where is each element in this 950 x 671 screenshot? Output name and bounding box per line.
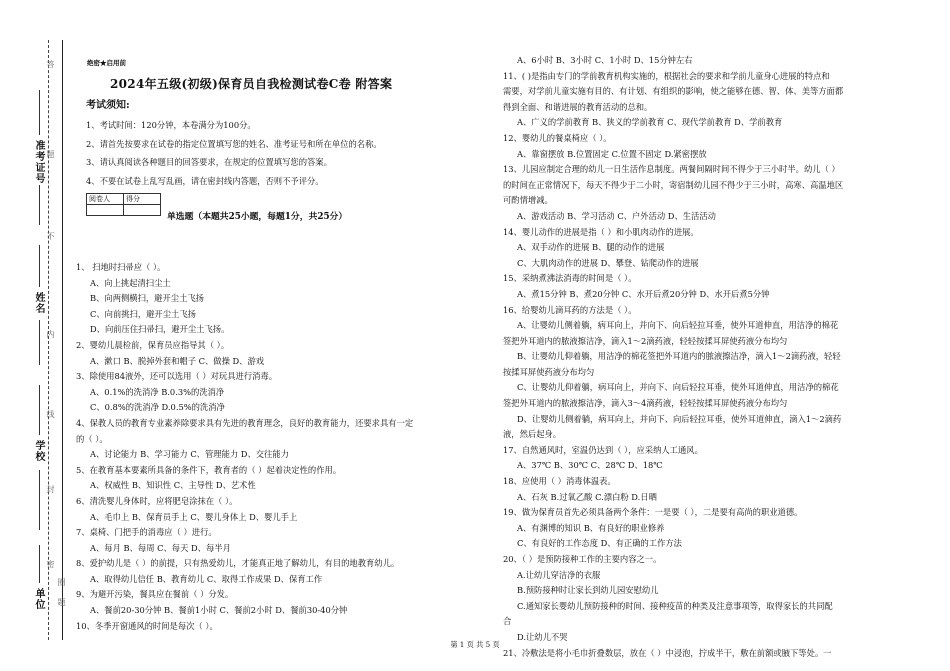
answer-option: B、向两侧横扫，避开尘土飞扬 (90, 293, 204, 304)
solid-seal-line (62, 40, 63, 640)
question-text: 1、 扫地时扫帚应（ ）。 (76, 262, 166, 272)
school-line-2 (39, 470, 40, 530)
question-text: 2、婴幼儿晨检前，保育员应指导其（ ）。 (76, 339, 230, 350)
reviewer-blank[interactable] (87, 205, 124, 216)
answer-option: A、向上挑起清扫尘土 (90, 277, 171, 288)
answer-option: D、向前压住扫帚扫，避开尘土飞扬。 (90, 324, 230, 335)
seal-char: 内 (46, 330, 55, 338)
question-text: 4、保教人员的教育专业素养除要求具有先进的教育理念，良好的教育能力，还要求具有一定 (76, 417, 414, 428)
question-text: 需要，对学前儿童实施有目的、有计划、有组织的影响，使之能够在德、智、体、美等方面都 (503, 86, 844, 97)
seal-char: 答 (46, 60, 55, 68)
answer-option: A、游戏活动 B、学习活动 C、户外活动 D、生活活动 (517, 210, 716, 221)
name-line (39, 245, 40, 287)
exam-number-line (39, 90, 40, 135)
answer-option: A、0.1%的洗消净 B.0.3%的洗消净 (90, 386, 225, 397)
dashed-seal-line (48, 40, 49, 640)
seal-char: 封 (46, 485, 55, 493)
answer-option: A、石灰 B.过氧乙酸 C.漂白粉 D.日晒 (517, 491, 657, 502)
school-label: 学校 (33, 440, 44, 462)
question-text: 5、在教育基本要素所具备的条件下，教育者的（ ）起着决定性的作用。 (76, 464, 342, 475)
answer-option: C、0.8%的洗消净 D.0.5%的洗消净 (90, 402, 225, 413)
question-text: 10、冬季开窗通风的时间是每次（ ）。 (76, 620, 218, 631)
question-text: 14、婴儿动作的进展是指（ ）和小肌肉动作的进展。 (503, 226, 699, 237)
answer-option: A、靠窗摆放 B.位置固定 C.位置不固定 D.紧密摆放 (517, 148, 707, 159)
question-text: 13、儿园应制定合理的幼儿一日生活作息制度。两餐间隔时间不得少于三小时半。幼儿（ ） (503, 164, 840, 175)
answer-option: C、向前挑扫，避开尘土飞扬 (90, 308, 196, 319)
question-text: 可酌情增减。 (503, 195, 553, 206)
answer-option: A、6小时 B、3小时 C、1小时 D、15分钟左右 (517, 55, 693, 65)
answer-option: A、每月 B、每周 C、每天 D、每半月 (90, 542, 231, 553)
answer-option: D.让幼儿不哭 (517, 631, 568, 642)
answer-option: A、有渊博的知识 B、有良好的职业修养 (517, 522, 665, 533)
answer-option: D、让婴幼儿侧着躺，病耳向上，并向下、向后轻拉耳垂，使外耳道伸直，滴入1～2滴药 (517, 413, 842, 424)
question-text: 8、爱护幼儿是（ ）的前提，只有热爱幼儿，才能真正地了解幼儿，有目的地教育幼儿。 (76, 558, 400, 569)
answer-option: A、漱口 B、脱掉外套和帽子 C、做操 D、游戏 (90, 355, 265, 366)
answer-option: A、权威性 B、知识性 C、主导性 D、艺术性 (90, 480, 256, 491)
question-text: 16、给婴幼儿滴耳药的方法是（ ）。 (503, 304, 637, 315)
answer-option: B、让婴幼儿仰着躺，用洁净的棉花签把外耳道内的脓液擦洁净，滴入1～2滴药液，轻轻 (517, 351, 841, 362)
question-text: 6、清洗婴儿身体时，应将肥皂涂抹在（ ）。 (76, 495, 238, 506)
unit-label: 单位 (33, 588, 44, 610)
binding-margin (0, 0, 70, 671)
seal-char: 题 (57, 598, 66, 606)
answer-option: A、双手动作的进展 B、腿的动作的进展 (517, 242, 665, 253)
seal-char: 圈 (57, 578, 66, 586)
question-text: 11、( )是指由专门的学前教育机构实施的，根据社会的要求和学前儿童身心进展的特点和 (503, 70, 830, 81)
answer-option: A、广义的学前教育 B、狭义的学前教育 C、现代学前教育 D、学前教育 (517, 117, 783, 128)
answer-option: C、有良好的工作态度 D、有正确的工作方法 (517, 538, 682, 549)
question-text: 签把外耳道内的脓液擦洁净，滴入3～4滴药液，轻轻按揉耳屏使药液分布均匀 (503, 398, 788, 409)
answer-option: A、37℃ B、30℃ C、28℃ D、18℃ (517, 460, 663, 471)
question-text: 3、除使用84液外，还可以选用（ ）对玩具进行消毒。 (76, 371, 278, 382)
answer-option: C.通知家长婴幼儿预防接种的时间、接种疫苗的种类及注意事项等，取得家长的共同配 (517, 600, 833, 611)
notice-item: 2、请首先按要求在试卷的指定位置填写您的姓名、准考证号和所在单位的名称。 (86, 138, 382, 149)
question-text: 的（ ）。 (76, 433, 108, 444)
question-text: 7、桌椅、门把手的消毒应（ ）进行。 (76, 527, 217, 538)
question-text: 15、采纳煮沸法消毒的时间是（ ）。 (503, 273, 637, 284)
question-text: 19、做为保育员首先必须具备两个条件：一是要（ ），二是要有高尚的职业道德。 (503, 507, 803, 518)
score-cell: 得分 (124, 194, 161, 205)
question-text: 12、婴幼儿的餐桌椅应（ ）。 (503, 132, 612, 143)
question-text: 得到全面、和谐进展的教育活动的总和。 (503, 101, 653, 112)
confidential-mark: 绝密★启用前 (87, 59, 126, 67)
question-text: 9、为避开污染，餐具应在餐前（ ）分发。 (76, 589, 234, 600)
answer-option: C、大肌肉动作的进展 D、攀登、钻爬动作的进展 (517, 257, 699, 268)
left-question-column (76, 260, 486, 634)
question-text: 按揉耳屏使药液分布均匀 (503, 366, 595, 377)
seal-char: 题 (46, 150, 55, 158)
exam-title: 2024年五级(初级)保育员自我检测试卷C卷 附答案 (110, 77, 393, 91)
question-text: 17、自然通风时，室温仍达到（ ），应采纳人工通风。 (503, 444, 703, 455)
answer-option: A、毛巾上 B、保育员手上 C、婴儿身体上 D、婴儿手上 (90, 511, 298, 522)
notice-item: 1、考试时间：120分钟，本卷满分为100分。 (86, 120, 256, 130)
answer-option: A.让幼儿穿洁净的衣服 (517, 569, 601, 580)
question-text: 合 (503, 616, 512, 627)
unit-line (39, 545, 40, 583)
answer-option: C、让婴幼儿仰着躺，病耳向上，并向下、向后轻拉耳垂，使外耳道伸直，用洁净的棉花 (517, 382, 839, 393)
exam-number-label: 准考证号 (33, 140, 44, 184)
question-text: 20、（ ）是预防接种工作的主要内容之一。 (503, 554, 662, 564)
answer-option: A、让婴幼儿侧着躺，病耳向上，并向下、向后轻拉耳垂，使外耳道伸直，用洁净的棉花 (517, 320, 839, 331)
question-text: 18、应使用（ ）消毒体温表。 (503, 476, 616, 487)
score-blank[interactable] (124, 205, 161, 216)
exam-number-line-2 (39, 185, 40, 225)
answer-option: A、餐前20-30分钟 B、餐前1小时 C、餐前2小时 D、餐前30-40分钟 (90, 605, 348, 616)
section-heading: 单选题（本题共25小题，每题1分，共25分） (167, 212, 348, 222)
seal-char: 线 (46, 410, 55, 418)
name-line-2 (39, 320, 40, 365)
answer-option: A、讨论能力 B、学习能力 C、管理能力 D、交往能力 (90, 449, 289, 460)
score-box (86, 193, 161, 216)
question-text: 21、冷敷法是将小毛巾折叠数层，放在（ ）中浸泡，拧成半干，敷在前额或腋下等处。一 (503, 647, 832, 658)
answer-option: A、煮15分钟 B、煮20分钟 C、水开后煮20分钟 D、水开后煮5分钟 (517, 288, 770, 299)
notice-heading: 考试须知: (86, 100, 130, 111)
question-text: 签把外耳道内的脓液擦洁净，滴入1～2滴药液，轻轻按揉耳屏使药液分布均匀 (503, 335, 788, 346)
name-label: 姓名 (33, 292, 44, 314)
reviewer-cell: 阅卷人 (87, 194, 124, 205)
answer-option: A、取得幼儿信任 B、教育幼儿 C、取得工作成果 D、保育工作 (90, 573, 323, 584)
answer-option: B.预防接种时让家长到幼儿园安慰幼儿 (517, 585, 659, 596)
notice-list (86, 116, 486, 190)
school-line (39, 385, 40, 435)
question-text: 液，然后起身。 (503, 429, 562, 440)
question-text: 的时间在正常情况下，每天不得少于二小时，寄宿制幼儿园不得少于三小时，高寒、高温地区 (503, 179, 844, 190)
seal-char: 密 (46, 560, 55, 568)
notice-item: 4、不要在试卷上乱写乱画，请在密封线内答题，否则不予评分。 (86, 175, 324, 186)
page-footer: 第 1 页 共 5 页 (450, 640, 500, 649)
right-question-column (503, 53, 913, 661)
seal-char: 不 (46, 232, 55, 240)
notice-item: 3、请认真阅读各种题目的回答要求，在规定的位置填写您的答案。 (86, 157, 332, 167)
